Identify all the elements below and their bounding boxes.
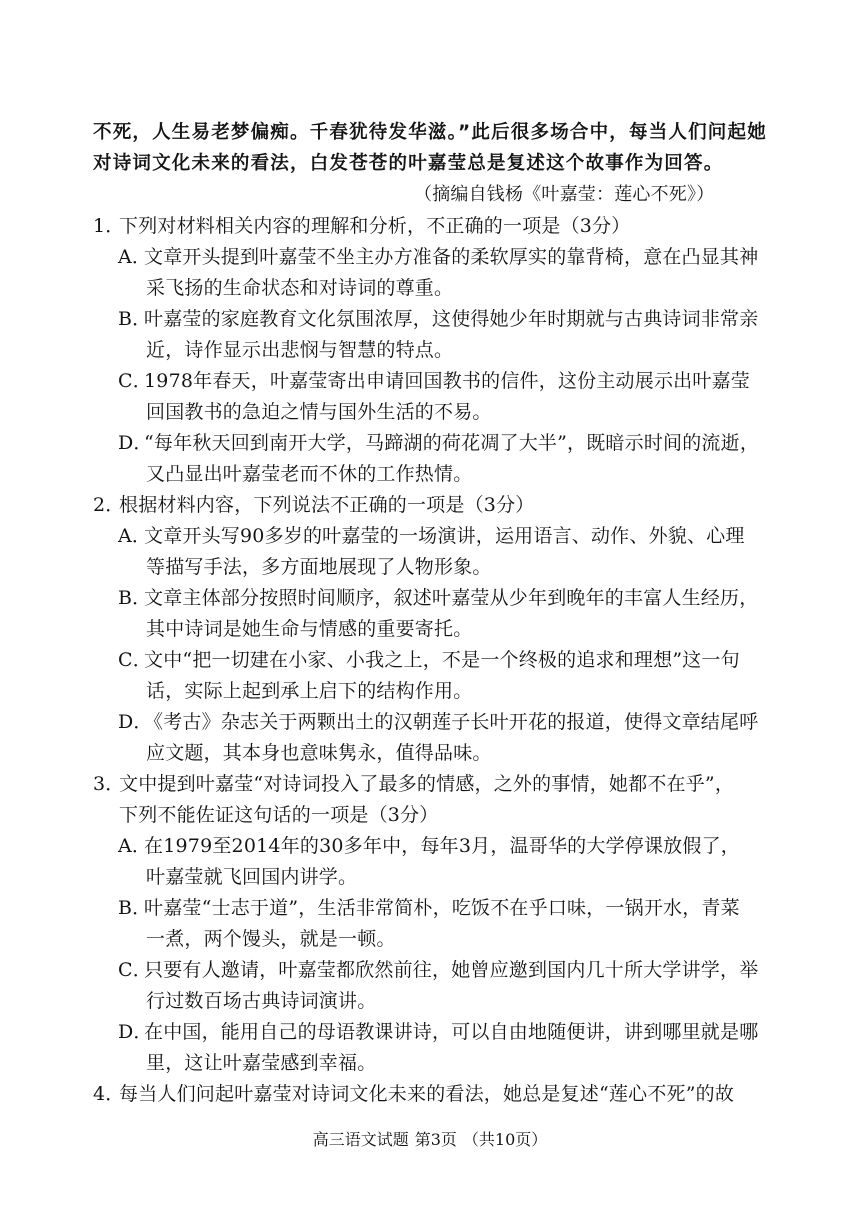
- question-2-option-b-cont: 其中诗词是她生命与情感的重要寄托。: [146, 618, 473, 640]
- option-text: 文中“把一切建在小家、小我之上，不是一个终极的追求和理想”这一句: [144, 649, 740, 671]
- question-3-option-c-cont: 行过数百场古典诗词演讲。: [146, 990, 377, 1012]
- option-letter: C．: [118, 370, 152, 392]
- question-2-option-a[interactable]: [118, 521, 745, 551]
- passage-line-2: 对诗词文化未来的看法，白发苍苍的叶嘉莹总是复述这个故事作为回答。: [93, 153, 724, 174]
- option-letter: A．: [118, 835, 152, 857]
- question-2-option-d-cont: 应文题，其本身也意味隽永，值得品味。: [146, 742, 492, 764]
- question-2-option-d[interactable]: [118, 707, 758, 737]
- option-letter: C．: [118, 649, 152, 671]
- question-1-option-c-cont: 回国教书的急迫之情与国外生活的不易。: [146, 401, 492, 423]
- option-text: “每年秋天回到南开大学，马蹄湖的荷花凋了大半”，既暗示时间的流逝，: [144, 432, 760, 454]
- question-3-option-d[interactable]: [118, 1017, 758, 1047]
- question-3-stem-cont: 下列不能佐证这句话的一项是（3分）: [119, 804, 439, 826]
- option-letter: D．: [118, 1021, 153, 1043]
- footer-title: 高三语文试题: [312, 1130, 409, 1149]
- option-text: 文章开头提到叶嘉莹不坐主办方准备的柔软厚实的靠背椅，意在凸显其神: [144, 246, 759, 268]
- option-text: 文章开头写90多岁的叶嘉莹的一场演讲，运用语言、动作、外貌、心理: [144, 525, 745, 547]
- question-2-option-a-cont: 等描写手法，多方面地展现了人物形象。: [146, 556, 492, 578]
- passage-line-1: 不死，人生易老梦偏痴。千春犹待发华滋。”此后很多场合中，每当人们问起她: [93, 122, 767, 143]
- question-1-option-b-cont: 近，诗作显示出悲悯与智慧的特点。: [146, 339, 454, 361]
- footer-total-pages: （共10页）: [462, 1130, 548, 1149]
- question-number: 3．: [93, 773, 125, 795]
- option-text: 《考古》杂志关于两颗出土的汉朝莲子长叶开花的报道，使得文章结尾呼: [144, 711, 759, 733]
- option-text: 只要有人邀请，叶嘉莹都欣然前往，她曾应邀到国内几十所大学讲学，举: [144, 959, 759, 981]
- question-text: 文中提到叶嘉莹“对诗词投入了最多的情感，之外的事情，她都不在乎”，: [119, 773, 735, 795]
- question-2-option-c[interactable]: [118, 645, 740, 675]
- question-text: 下列对材料相关内容的理解和分析，不正确的一项是（3分）: [119, 215, 631, 237]
- question-1-option-c[interactable]: [118, 366, 750, 396]
- question-2-option-b[interactable]: [118, 583, 758, 613]
- question-text: 根据材料内容，下列说法不正确的一项是（3分）: [119, 494, 535, 516]
- question-2-stem: [93, 490, 535, 520]
- question-3-option-b-cont: 一煮，两个馒头，就是一顿。: [146, 928, 396, 950]
- option-letter: D．: [118, 711, 153, 733]
- question-3-option-b[interactable]: [118, 893, 740, 923]
- question-3-option-a-cont: 叶嘉莹就飞回国内讲学。: [146, 866, 358, 888]
- option-letter: A．: [118, 246, 152, 268]
- question-3-option-a[interactable]: [118, 831, 740, 861]
- option-text: 在1979至2014年的30多年中，每年3月，温哥华的大学停课放假了，: [144, 835, 740, 857]
- option-letter: D．: [118, 432, 153, 454]
- question-1-stem: [93, 211, 631, 241]
- question-1-option-d-cont: 又凸显出叶嘉莹老而不休的工作热情。: [146, 463, 473, 485]
- question-3-stem: [93, 769, 734, 799]
- page-footer: [0, 1129, 860, 1151]
- question-number: 1．: [93, 215, 125, 237]
- question-number: 2．: [93, 494, 125, 516]
- option-letter: C．: [118, 959, 152, 981]
- question-4-stem: [93, 1079, 734, 1109]
- question-1-option-b[interactable]: [118, 304, 758, 334]
- option-letter: B．: [118, 897, 152, 919]
- option-text: 1978年春天，叶嘉莹寄出申请回国教书的信件，这份主动展示出叶嘉莹: [144, 370, 750, 392]
- option-letter: A．: [118, 525, 152, 547]
- question-1-option-d[interactable]: [118, 428, 759, 458]
- option-text: 在中国，能用自己的母语教课讲诗，可以自由地随便讲，讲到哪里就是哪: [144, 1021, 759, 1043]
- question-2-option-c-cont: 话，实际上起到承上启下的结构作用。: [146, 680, 473, 702]
- passage-source: （摘编自钱杨《叶嘉莹：莲心不死》）: [414, 184, 715, 205]
- question-1-option-a-cont: 采飞扬的生命状态和对诗词的尊重。: [146, 277, 454, 299]
- option-text: 文章主体部分按照时间顺序，叙述叶嘉莹从少年到晚年的丰富人生经历，: [144, 587, 759, 609]
- option-letter: B．: [118, 587, 152, 609]
- footer-page-number: 第3页: [414, 1130, 457, 1149]
- question-3-option-d-cont: 里，这让叶嘉莹感到幸福。: [146, 1052, 377, 1074]
- option-text: 叶嘉莹的家庭教育文化氛围浓厚，这使得她少年时期就与古典诗词非常亲: [144, 308, 759, 330]
- question-number: 4．: [93, 1083, 125, 1105]
- question-3-option-c[interactable]: [118, 955, 758, 985]
- option-letter: B．: [118, 308, 152, 330]
- question-1-option-a[interactable]: [118, 242, 758, 272]
- question-text: 每当人们问起叶嘉莹对诗词文化未来的看法，她总是复述“莲心不死”的故: [119, 1083, 735, 1105]
- option-text: 叶嘉莹“士志于道”，生活非常简朴，吃饭不在乎口味，一锅开水，青菜: [144, 897, 740, 919]
